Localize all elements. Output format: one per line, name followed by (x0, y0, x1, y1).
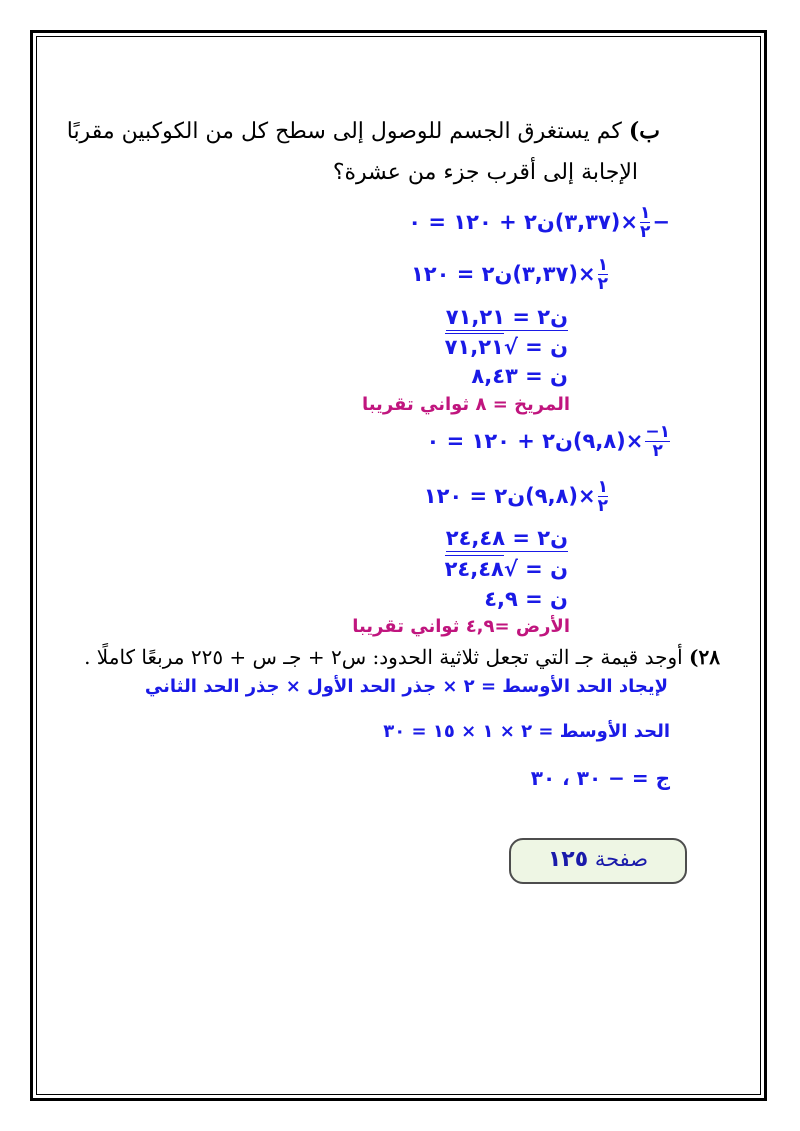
page-label (511, 847, 685, 872)
mars-result: المريخ = ٨ ثواني تقريبا (361, 394, 570, 415)
question-28 (84, 645, 720, 669)
earth-equation-5: ن = ٤,٩ (484, 587, 568, 611)
earth-result: الأرض =٤,٩ ثواني تقريبا (352, 616, 570, 637)
question-b (67, 118, 660, 144)
mars-equation-4: ن = √٧١,٢١ (444, 335, 568, 359)
fraction: $\frac{١}{٢}$ (597, 255, 608, 294)
earth-equation-2: $\frac{١}{٢}$ ×(٩,٨)ن٢ = ١٢٠ (423, 477, 608, 516)
earth-equation-1: $\frac{١-}{٢}$ ×(٩,٨)ن٢ + ١٢٠ = ٠ (426, 422, 670, 461)
question-b-label: ب) (628, 118, 660, 144)
question-28-rule: لإيجاد الحد الأوسط = ٢ × جذر الحد الأول × جذر الحد الثاني (144, 676, 668, 697)
earth-equation-3: ن٢ = ٢٤,٤٨ (445, 526, 568, 550)
page-number: ١٢٥ (547, 847, 589, 872)
mars-equation-2: $\frac{١}{٢}$ ×(٣,٣٧)ن٢ = ١٢٠ (410, 255, 608, 294)
question-28-label: ٢٨) (689, 645, 720, 669)
question-28-answer: ج = − ٣٠ ، ٣٠ (530, 766, 670, 790)
fraction: $\frac{١}{٢}$ (640, 203, 651, 242)
question-28-middle-term: الحد الأوسط = ٢ × ١ × ١٥ = ٣٠ (383, 721, 670, 742)
question-b-line1: كم يستغرق الجسم للوصول إلى سطح كل من الكوكبين مقربًا (66, 119, 622, 144)
earth-equation-4: ن = √٢٤,٤٨ (444, 557, 568, 581)
question-28-text: أوجد قيمة جـ التي تجعل ثلاثية الحدود: س٢ + جـ س + ٢٢٥ مربعًا كاملًا . (84, 645, 683, 669)
fraction: $\frac{١}{٢}$ (597, 477, 608, 516)
page-border-inner (36, 36, 761, 1095)
mars-equation-5: ن = ٨,٤٣ (471, 364, 568, 388)
mars-equation-3: ن٢ = ٧١,٢١ (445, 305, 568, 329)
question-b-line2: الإجابة إلى أقرب جزء من عشرة؟ (332, 160, 638, 185)
page-number-box (509, 838, 687, 884)
mars-equation-1: − $\frac{١}{٢}$ ×(٣,٣٧)ن٢ + ١٢٠ = ٠ (408, 203, 670, 242)
fraction: $\frac{١-}{٢}$ (645, 422, 670, 461)
page-word: صفحة (594, 847, 649, 871)
